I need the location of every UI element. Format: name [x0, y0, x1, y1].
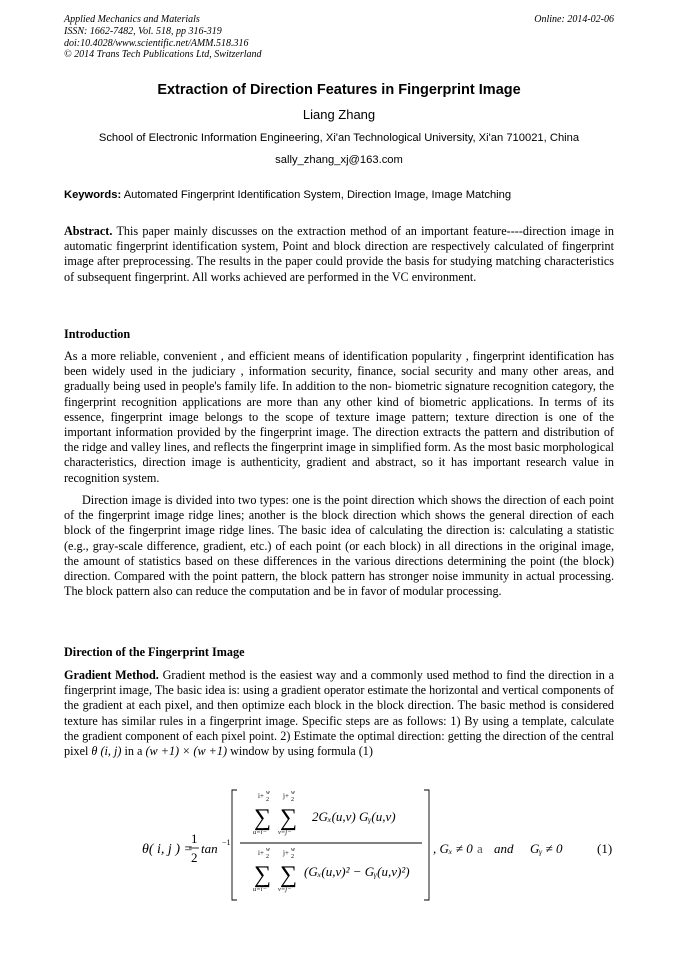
condition-and: and — [494, 841, 514, 856]
num-sum2-upper: j+ — [283, 792, 289, 800]
formula-half-num: 1 — [191, 831, 198, 846]
gradient-method-label: Gradient Method. — [64, 668, 159, 682]
equation-number: (1) — [597, 841, 613, 856]
den-sum1-upper-w: w — [266, 847, 271, 853]
formula-svg — [0, 785, 678, 905]
online-date: Online: 2014-02-06 — [534, 14, 614, 25]
den-sum2-lower: v=j− — [278, 886, 292, 893]
journal-header — [64, 14, 262, 61]
formula-1 — [0, 785, 678, 905]
num-sum1-lower: u=i− — [253, 829, 267, 836]
formula-half-den: 2 — [191, 850, 198, 865]
numerator-sum-2: ∑ — [280, 805, 298, 831]
abstract-text: This paper mainly discusses on the extraction method of an important feature----direction image in automatic fingerprint identification system, Point and block direction are respectively calculated of fingerprint image after preprocessing. The results in the paper could provide the basis for studying matching characteristics of subsequent fingerprint. All works achieved are performed in the VC environment. — [64, 224, 615, 284]
num-sum1-upper: i+ — [258, 792, 264, 800]
den-sum2-upper-w: w — [291, 847, 296, 853]
copyright: © 2014 Trans Tech Publications Ltd, Switzerland — [64, 49, 262, 61]
introduction-heading: Introduction — [64, 327, 131, 341]
left-bracket — [232, 790, 237, 900]
keywords-label: Keywords: — [64, 189, 122, 201]
numerator-expression: 2Gₓ(u,v) Gᵧ(u,v) — [312, 809, 396, 824]
num-sum2-upper-2: 2 — [291, 797, 294, 803]
window-size: (w +1) × (w +1) — [145, 744, 228, 759]
right-bracket — [424, 790, 429, 900]
num-sum1-upper-2: 2 — [266, 797, 269, 803]
condition-gy: Gᵧ ≠ 0 — [530, 841, 563, 856]
author: Liang Zhang — [302, 107, 376, 122]
den-sum1-lower: u=i− — [253, 886, 267, 893]
num-sum2-lower: v=j− — [278, 829, 292, 836]
gradient-text-3: window by using formula (1) — [227, 744, 373, 759]
formula-lhs: θ( i, j ) = — [142, 842, 193, 857]
keywords-text: Automated Fingerprint Identification System, Direction Image, Image Matching — [123, 189, 512, 201]
introduction-paragraph-1: As a more reliable, convenient , and efficient means of identification popularity , fingerprint identification has been widely used in the judiciary , information security, finance, social security and many other areas, and gradually being used in people's family life. In addition to the non- biometric signature recognition category, the fingerprint recognition applications are more than any other kind of biometric applications. In terms of its essence, fingerprint image belongs to the scope of texture image pattern; texture direction is one of the important information provided by the fingerprint image. The direction extracts the pattern and distribution of the ridge and valley lines, and reflects the fingerprint image in simplified form. As the most basic morphological characteristics, direction image is authenticity, gradient and abstract, so it has important research value in recognition system. — [64, 349, 614, 485]
num-sum1-upper-w: w — [266, 790, 271, 796]
abstract — [64, 224, 614, 285]
email: sally_zhang_xj@163.com — [275, 154, 403, 166]
journal-name: Applied Mechanics and Materials — [64, 14, 200, 25]
doi: doi:10.4028/www.scientific.net/AMM.518.316 — [64, 37, 249, 49]
condition-gx: , Gₓ ≠ 0 — [433, 841, 473, 856]
denominator-expression: (Gₓ(u,v)² − Gᵧ(u,v)²) — [304, 864, 410, 879]
introduction-paragraph-2: Direction image is divided into two types: one is the point direction which shows the direction of each point of the fingerprint image ridge lines; another is the block direction which shows the general direction of each block of the fingerprint image ridge lines. The basic idea of calculating the direction is: calculating a statistic (e.g., gray-scale difference, gradient, etc.) of each point (or each block) in all directions in the original image, the amount of statistics based on these differences in the various directions determining the point (the block) direction. Compared with the point pattern, the block pattern has stronger noise immunity in actual processing. The block pattern also can reduce the computation and be in favor of modular processing. — [64, 493, 614, 599]
denominator-sum-1: ∑ — [254, 862, 272, 888]
abstract-label: Abstract. — [64, 224, 113, 238]
issn: ISSN: 1662-7482, Vol. 518, pp 316-319 — [64, 25, 222, 37]
keywords — [64, 189, 614, 201]
formula-tan: tan — [201, 841, 218, 856]
condition-a: a — [477, 841, 483, 856]
theta-symbol: θ (i, j) — [91, 744, 122, 759]
den-sum2-upper-2: 2 — [291, 854, 294, 860]
num-sum2-upper-w: w — [291, 790, 296, 796]
paper-title: Extraction of Direction Features in Fingerprint Image — [157, 82, 521, 98]
den-sum2-upper: j+ — [283, 849, 289, 857]
denominator-sum-2: ∑ — [280, 862, 298, 888]
gradient-text-2: in a — [121, 744, 146, 759]
den-sum1-upper: i+ — [258, 849, 264, 857]
formula-inverse: −1 — [222, 838, 231, 847]
numerator-sum-1: ∑ — [254, 805, 272, 831]
affiliation: School of Electronic Information Engineering, Xi'an Technological University, Xi'an 710021, China — [98, 132, 580, 144]
gradient-text-1: Gradient method is the easiest way and a commonly used method to find the direction in a fingerprint image, The basic idea is: using a gradient operator estimate the horizontal and vertical components of the gradient at each pixel, and then optimize each block in the block direction. The basic method is considered texture has similar rules in a fingerprint image. Specific steps are as follows: 1) By using a template, calculate the gradient component of each pixel point. 2) Estimate the optimal direction: getting the direction of the central pixel — [64, 668, 615, 759]
direction-heading: Direction of the Fingerprint Image — [64, 645, 245, 659]
den-sum1-upper-2: 2 — [266, 854, 269, 860]
gradient-method-paragraph — [64, 668, 614, 759]
